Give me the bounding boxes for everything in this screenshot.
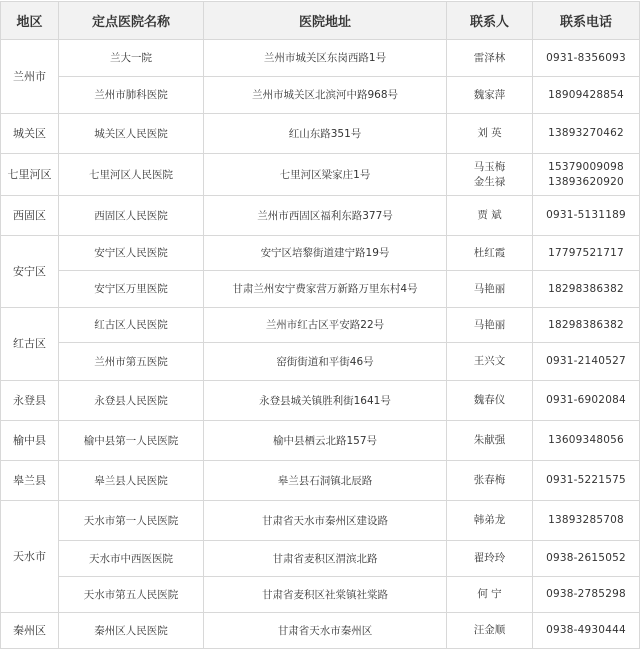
phone-number: 0938-4930444: [546, 624, 626, 636]
contact-cell: [447, 461, 533, 501]
table-row: [1, 114, 640, 154]
phone-number: 17797521717: [548, 246, 624, 259]
phone-number: 0938-2785298: [546, 588, 626, 600]
hospital-name-cell: 兰大一院: [59, 40, 204, 77]
hospital-name-cell: 天水市第一人民医院: [59, 501, 204, 541]
contact-cell: [447, 77, 533, 114]
contact-cell: [447, 381, 533, 421]
table-header-row: [1, 2, 640, 40]
address-cell: 榆中县栖云北路157号: [204, 421, 447, 461]
phone-number: 0931-5131189: [546, 209, 626, 221]
phone-cell: [533, 308, 640, 343]
address-cell: 甘肃兰州安宁费家营万新路万里东村4号: [204, 271, 447, 308]
contact-cell: [447, 114, 533, 154]
contact-name: 金生禄: [473, 175, 506, 188]
address-cell: 兰州市红古区平安路22号: [204, 308, 447, 343]
phone-cell: [533, 577, 640, 613]
contact-name: 汪金顺: [473, 624, 506, 636]
hospital-name-cell: 安宁区万里医院: [59, 271, 204, 308]
table-row: [1, 501, 640, 541]
hospital-table: [0, 1, 640, 649]
region-cell: 城关区: [1, 114, 59, 154]
hospital-name-cell: 红古区人民医院: [59, 308, 204, 343]
phone-cell: [533, 421, 640, 461]
contact-cell: [447, 271, 533, 308]
address-cell: 永登县城关镇胜利街1641号: [204, 381, 447, 421]
phone-cell: [533, 196, 640, 236]
header-region: 地区: [1, 2, 59, 40]
table-row: [1, 381, 640, 421]
contact-name: 马艳丽: [473, 318, 506, 331]
region-cell: 皋兰县: [1, 461, 59, 501]
table-row: [1, 196, 640, 236]
phone-number: 18298386382: [548, 282, 624, 295]
table-row: [1, 577, 640, 613]
hospital-name-cell: 天水市中西医医院: [59, 541, 204, 577]
contact-name: 杜红霞: [473, 246, 506, 259]
region-cell: 七里河区: [1, 154, 59, 196]
hospital-name-cell: 西固区人民医院: [59, 196, 204, 236]
hospital-name-cell: 永登县人民医院: [59, 381, 204, 421]
address-cell: 安宁区培黎街道建宁路19号: [204, 236, 447, 271]
address-cell: 甘肃省天水市秦州区建设路: [204, 501, 447, 541]
phone-cell: [533, 77, 640, 114]
phone-number: 0931-6902084: [546, 394, 626, 406]
contact-cell: [447, 541, 533, 577]
phone-cell: [533, 461, 640, 501]
contact-name: 翟玲玲: [473, 552, 506, 564]
header-hospital-name: 定点医院名称: [59, 2, 204, 40]
hospital-name-cell: 榆中县第一人民医院: [59, 421, 204, 461]
phone-number: 13893620920: [548, 175, 624, 188]
table-row: [1, 308, 640, 343]
table-row: [1, 613, 640, 649]
address-cell: 红山东路351号: [204, 114, 447, 154]
hospital-name-cell: 七里河区人民医院: [59, 154, 204, 196]
phone-number: 13893270462: [548, 127, 624, 139]
region-cell: 秦州区: [1, 613, 59, 649]
header-address: 医院地址: [204, 2, 447, 40]
contact-name: 张春梅: [473, 474, 506, 486]
address-cell: 兰州市城关区东岗西路1号: [204, 40, 447, 77]
hospital-name-cell: 兰州市肺科医院: [59, 77, 204, 114]
contact-name: 魏春仪: [473, 394, 506, 406]
table-row: [1, 236, 640, 271]
phone-cell: [533, 613, 640, 649]
contact-name: 马玉梅: [473, 160, 506, 173]
contact-name: 贾 斌: [477, 209, 502, 221]
contact-name: 马艳丽: [473, 282, 506, 295]
region-cell: 兰州市: [1, 40, 59, 114]
contact-cell: [447, 421, 533, 461]
contact-name: 刘 英: [477, 127, 502, 139]
contact-cell: [447, 501, 533, 541]
table-row: [1, 77, 640, 114]
address-cell: 甘肃省天水市秦州区: [204, 613, 447, 649]
hospital-name-cell: 皋兰县人民医院: [59, 461, 204, 501]
phone-number: 13893285708: [548, 514, 624, 526]
phone-cell: [533, 271, 640, 308]
phone-number: 0931-2140527: [546, 355, 626, 367]
header-contact: 联系人: [447, 2, 533, 40]
phone-cell: [533, 114, 640, 154]
contact-cell: [447, 577, 533, 613]
table-row: [1, 421, 640, 461]
phone-cell: [533, 501, 640, 541]
hospital-name-cell: 安宁区人民医院: [59, 236, 204, 271]
contact-cell: [447, 154, 533, 196]
hospital-name-cell: 城关区人民医院: [59, 114, 204, 154]
hospital-name-cell: 秦州区人民医院: [59, 613, 204, 649]
table-row: [1, 541, 640, 577]
address-cell: 七里河区梁家庄1号: [204, 154, 447, 196]
header-phone: 联系电话: [533, 2, 640, 40]
region-cell: 榆中县: [1, 421, 59, 461]
address-cell: 甘肃省麦积区渭滨北路: [204, 541, 447, 577]
phone-number: 0938-2615052: [546, 552, 626, 564]
address-cell: 窑街街道和平街46号: [204, 343, 447, 381]
table-body: [1, 40, 640, 649]
phone-cell: [533, 381, 640, 421]
table-row: [1, 461, 640, 501]
phone-number: 13609348056: [548, 434, 624, 446]
phone-number: 0931-5221575: [546, 474, 626, 486]
table-row: [1, 271, 640, 308]
contact-name: 何 宁: [477, 588, 502, 600]
hospital-name-cell: 兰州市第五医院: [59, 343, 204, 381]
region-cell: 天水市: [1, 501, 59, 613]
region-cell: 安宁区: [1, 236, 59, 308]
phone-number: 15379009098: [548, 160, 624, 173]
address-cell: 兰州市西固区福利东路377号: [204, 196, 447, 236]
contact-cell: [447, 196, 533, 236]
address-cell: 皋兰县石洞镇北辰路: [204, 461, 447, 501]
hospital-name-cell: 天水市第五人民医院: [59, 577, 204, 613]
region-cell: 西固区: [1, 196, 59, 236]
contact-name: 魏家萍: [473, 88, 506, 101]
contact-cell: [447, 343, 533, 381]
contact-cell: [447, 308, 533, 343]
phone-number: 18909428854: [548, 88, 624, 101]
contact-name: 韩弟龙: [473, 514, 506, 526]
table-row: [1, 40, 640, 77]
region-cell: 永登县: [1, 381, 59, 421]
address-cell: 甘肃省麦积区社棠镇社棠路: [204, 577, 447, 613]
phone-cell: [533, 154, 640, 196]
contact-cell: [447, 613, 533, 649]
phone-cell: [533, 343, 640, 381]
phone-number: 18298386382: [548, 318, 624, 331]
contact-name: 王兴文: [473, 355, 506, 367]
contact-name: 朱献强: [473, 434, 506, 446]
phone-number: 0931-8356093: [546, 51, 626, 64]
phone-cell: [533, 541, 640, 577]
contact-cell: [447, 236, 533, 271]
phone-cell: [533, 236, 640, 271]
table-row: [1, 154, 640, 196]
address-cell: 兰州市城关区北滨河中路968号: [204, 77, 447, 114]
table-row: [1, 343, 640, 381]
contact-name: 雷泽林: [473, 51, 506, 64]
contact-cell: [447, 40, 533, 77]
phone-cell: [533, 40, 640, 77]
region-cell: 红古区: [1, 308, 59, 381]
